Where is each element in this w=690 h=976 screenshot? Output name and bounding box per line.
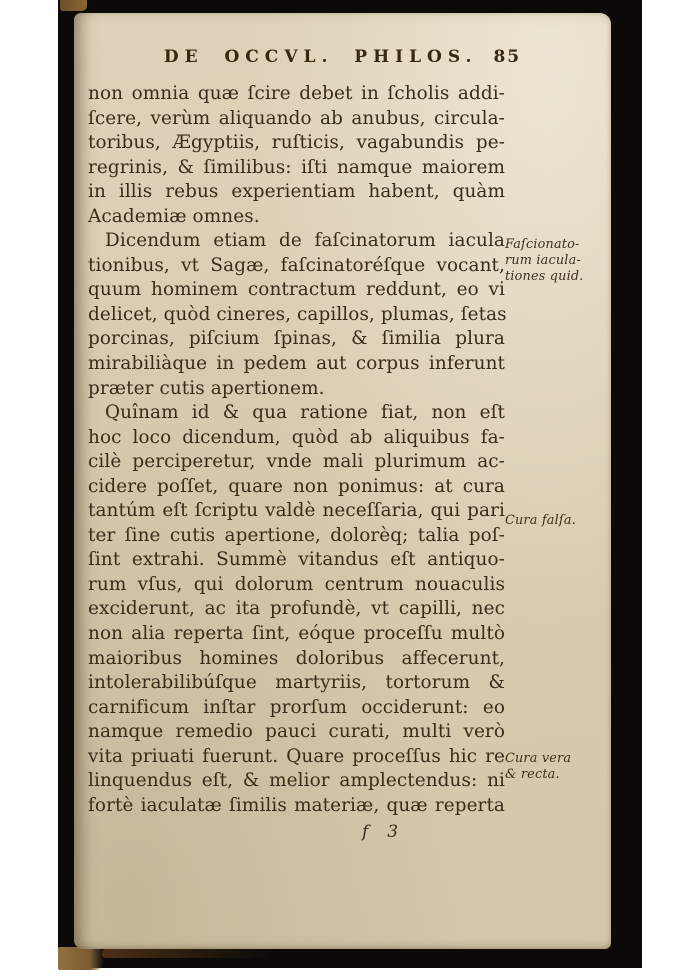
signature-mark <box>362 822 398 842</box>
text-line: ſcere, verùm aliquando ab anubus, circula- <box>88 107 505 129</box>
text-line: mirabiliàque in pedem aut corpus inferunt <box>88 353 505 375</box>
text-line: ter ſine cutis apertione, dolorèq; talia poſ- <box>88 524 505 546</box>
text-line: exciderunt, ac ita profundè, vt capilli, nec <box>88 598 505 620</box>
page-number: 85 <box>493 47 522 67</box>
text-line: hoc loco dicendum, quòd ab aliquibus fa- <box>88 426 505 448</box>
margin-note-line: & recta. <box>505 767 560 782</box>
text-line: regrinis, & ſimilibus: iſti namque maiorem <box>88 156 505 178</box>
running-header <box>74 47 611 67</box>
text-line: Academiæ omnes. <box>88 205 260 227</box>
margin-note <box>505 513 615 529</box>
book-page <box>74 13 611 949</box>
text-line: intolerabilibúſque martyriis, tortorum & <box>88 672 505 694</box>
text-line: præter cutis apertionem. <box>88 377 325 399</box>
text-line: rum vſus, qui dolorum centrum nouaculis <box>88 573 505 595</box>
text-line: carnificum inſtar prorſum occiderunt: eo <box>88 696 505 718</box>
running-header-title: DE OCCVL. PHILOS. <box>163 47 478 67</box>
signature-number: 3 <box>387 822 399 842</box>
margin-note-line: rum iacula- <box>505 253 581 268</box>
text-line: tionibus, vt Sagæ, faſcinatoréſque vocant, <box>88 254 505 276</box>
text-line: non alia reperta ſint, eóque proceſſu multò <box>88 623 505 645</box>
margin-note-line: tiones quid. <box>505 269 584 284</box>
text-line: linquendus eſt, & melior amplectendus: ni <box>88 770 505 792</box>
text-line: fortè iaculatæ ſimilis materiæ, quæ reperta <box>88 794 505 816</box>
text-block <box>88 82 505 818</box>
book-edge-bottom-left <box>58 947 104 970</box>
text-line: cidere poſſet, quare non ponimus: at cura <box>88 475 505 497</box>
book-edge-bottom-shadow <box>102 949 272 958</box>
text-line: in illis rebus experientiam habent, quàm <box>88 181 505 203</box>
text-line: tantúm eſt ſcriptu valdè neceſſaria, qui pari <box>88 500 505 522</box>
text-line: cilè perciperetur, vnde mali plurimum ac- <box>88 451 505 473</box>
margin-note-line: Cura vera <box>505 751 572 766</box>
text-line: Quînam id & qua ratione fiat, non eſt <box>105 402 505 424</box>
text-line: toribus, Ægyptiis, ruſticis, vagabundis pe- <box>88 132 505 154</box>
margin-note-line: Faſcionato- <box>505 237 580 252</box>
book-photo-background <box>58 0 642 968</box>
text-line: non omnia quæ ſcire debet in ſcholis addi- <box>88 83 505 104</box>
text-line: quum hominem contractum reddunt, eo vi <box>88 279 505 301</box>
text-line: Dicendum etiam de faſcinatorum iacula <box>105 230 505 252</box>
text-line: namque remedio pauci curati, multi verò <box>88 721 505 743</box>
text-line: vita priuati fuerunt. Quare proceſſus hic re <box>88 745 505 767</box>
text-line: ſint extrahi. Summè vitandus eſt antiquo- <box>88 549 505 571</box>
margin-note-line: Cura falſa. <box>505 513 576 528</box>
margin-note <box>505 237 615 285</box>
text-line: maioribus homines doloribus affecerunt, <box>88 647 505 669</box>
book-edge-top-left <box>60 0 87 11</box>
margin-note <box>505 751 615 783</box>
text-line: porcinas, piſcium ſpinas, & ſimilia plura <box>88 328 505 350</box>
text-line: delicet, quòd cineres, capillos, plumas, ſetas <box>88 303 507 325</box>
signature-letter: f <box>362 822 369 842</box>
